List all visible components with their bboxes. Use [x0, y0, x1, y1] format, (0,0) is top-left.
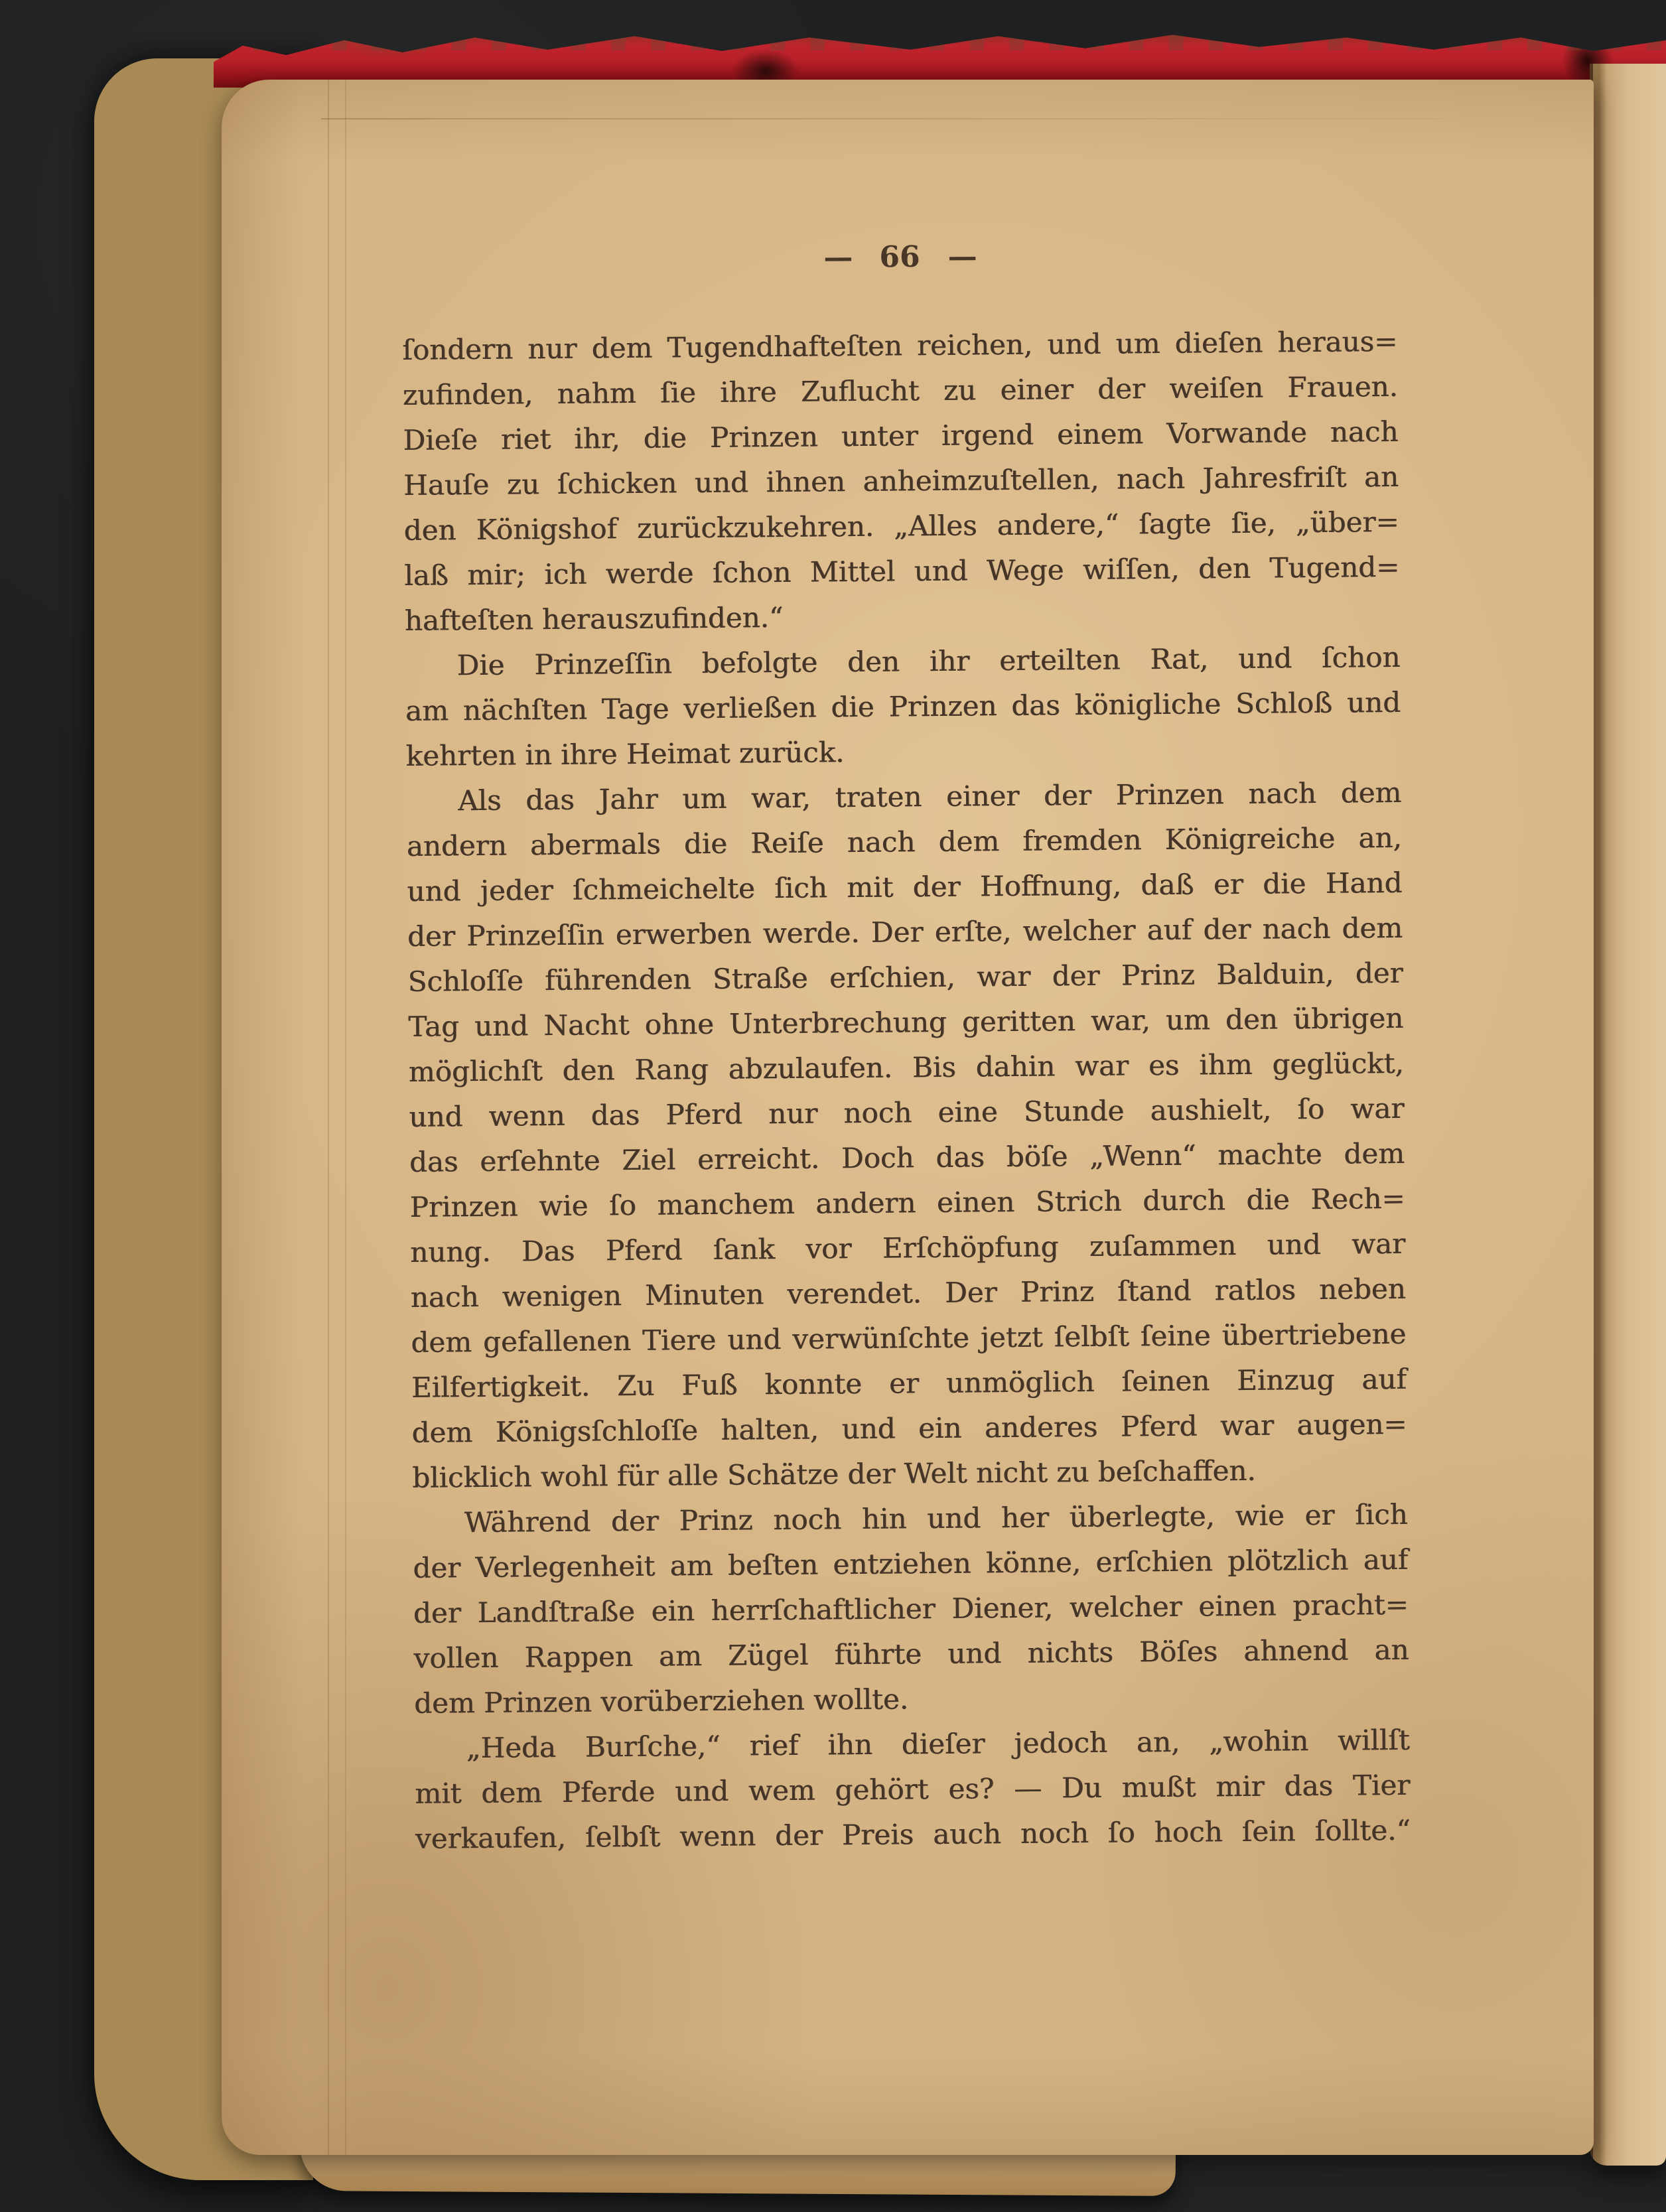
- page-number: [402, 237, 1397, 277]
- text-line: dem gefallenen Tiere und verwünſchte jetzt ſelbſt ſeine übertriebene: [411, 1317, 1407, 1359]
- text-line: der Prinzeſſin erwerben werde. Der erſte, welcher auf der nach dem: [407, 911, 1403, 953]
- adjacent-page-edge: [1590, 64, 1666, 2166]
- text-line: vollen Rappen am Zügel führte und nichts Böſes ahnend an: [413, 1633, 1409, 1675]
- text-line: hafteſten herauszufinden.“: [404, 601, 784, 637]
- text-line: ſondern nur dem Tugendhafteſten reichen, und um dieſen heraus=: [402, 324, 1398, 366]
- text-line: verkaufen, ſelbſt wenn der Preis auch noch ſo hoch ſein ſollte.“: [415, 1813, 1411, 1855]
- text-line: Hauſe zu ſchicken und ihnen anheimzuſtellen, nach Jahresfriſt an: [403, 460, 1399, 502]
- text-line: den Königshof zurückzukehren. „Alles andere,“ ſagte ſie, „über=: [403, 505, 1399, 547]
- text-line: Prinzen wie ſo manchem andern einen Strich durch die Rech=: [409, 1182, 1405, 1223]
- text-line: das erſehnte Ziel erreicht. Doch das böſe „Wenn“ machte dem: [409, 1137, 1405, 1178]
- text-line: andern abermals die Reiſe nach dem fremden Königreiche an,: [406, 821, 1402, 863]
- text-line: möglichſt den Rang abzulaufen. Bis dahin war es ihm geglückt,: [408, 1046, 1404, 1088]
- text-line: „Heda Burſche,“ rief ihn dieſer jedoch an, „wohin willſt: [466, 1723, 1410, 1765]
- text-line: Eilfertigkeit. Zu Fuß konnte er unmöglich ſeinen Einzug auf: [411, 1362, 1407, 1404]
- page-number-dash-left: —: [823, 240, 852, 275]
- page-number-value: 66: [879, 240, 920, 275]
- text-line: blicklich wohl für alle Schätze der Welt nicht zu beſchaffen.: [411, 1454, 1256, 1494]
- text-line: und wenn das Pferd nur noch eine Stunde aushielt, ſo war: [409, 1091, 1405, 1133]
- text-line: nach wenigen Minuten verendet. Der Prinz ſtand ratlos neben: [410, 1272, 1406, 1314]
- text-line: Schloſſe führenden Straße erſchien, war der Prinz Balduin, der: [407, 956, 1403, 998]
- text-line: Dieſe riet ihr, die Prinzen unter irgend einem Vorwande nach: [403, 415, 1399, 456]
- page-number-dash-right: —: [947, 240, 976, 274]
- text-line: Als das Jahr um war, traten einer der Prinzen nach dem: [458, 776, 1402, 817]
- book-page: [222, 80, 1594, 2155]
- text-line: kehrten in ihre Heimat zurück.: [405, 736, 845, 772]
- text-line: der Verlegenheit am beſten entziehen könne, erſchien plötzlich auf: [413, 1543, 1409, 1584]
- text-line: dem Königsſchloſſe halten, und ein anderes Pferd war augen=: [411, 1407, 1407, 1449]
- text-line: laß mir; ich werde ſchon Mittel und Wege wiſſen, den Tugend=: [404, 550, 1400, 592]
- text-line: dem Prinzen vorüberziehen wollte.: [413, 1683, 909, 1720]
- text-line: am nächſten Tage verließen die Prinzen das königliche Schloß und: [405, 685, 1401, 727]
- text-block: [402, 319, 1411, 1862]
- text-line: zufinden, nahm ſie ihre Zuflucht zu einer der weiſen Frauen.: [402, 370, 1399, 411]
- text-line: der Landſtraße ein herrſchaftlicher Diener, welcher einen pracht=: [413, 1588, 1409, 1629]
- text-line: Während der Prinz noch hin und her überlegte, wie er ſich: [464, 1497, 1408, 1539]
- text-line: Die Prinzeſſin befolgte den ihr erteilten Rat, und ſchon: [456, 640, 1401, 682]
- text-line: nung. Das Pferd ſank vor Erſchöpfung zuſammen und war: [409, 1227, 1406, 1269]
- text-line: mit dem Pferde und wem gehört es? — Du mußt mir das Tier: [415, 1768, 1411, 1810]
- text-line: und jeder ſchmeichelte ſich mit der Hoffnung, daß er die Hand: [407, 866, 1403, 908]
- text-line: Tag und Nacht ohne Unterbrechung geritten war, um den übrigen: [407, 1001, 1404, 1043]
